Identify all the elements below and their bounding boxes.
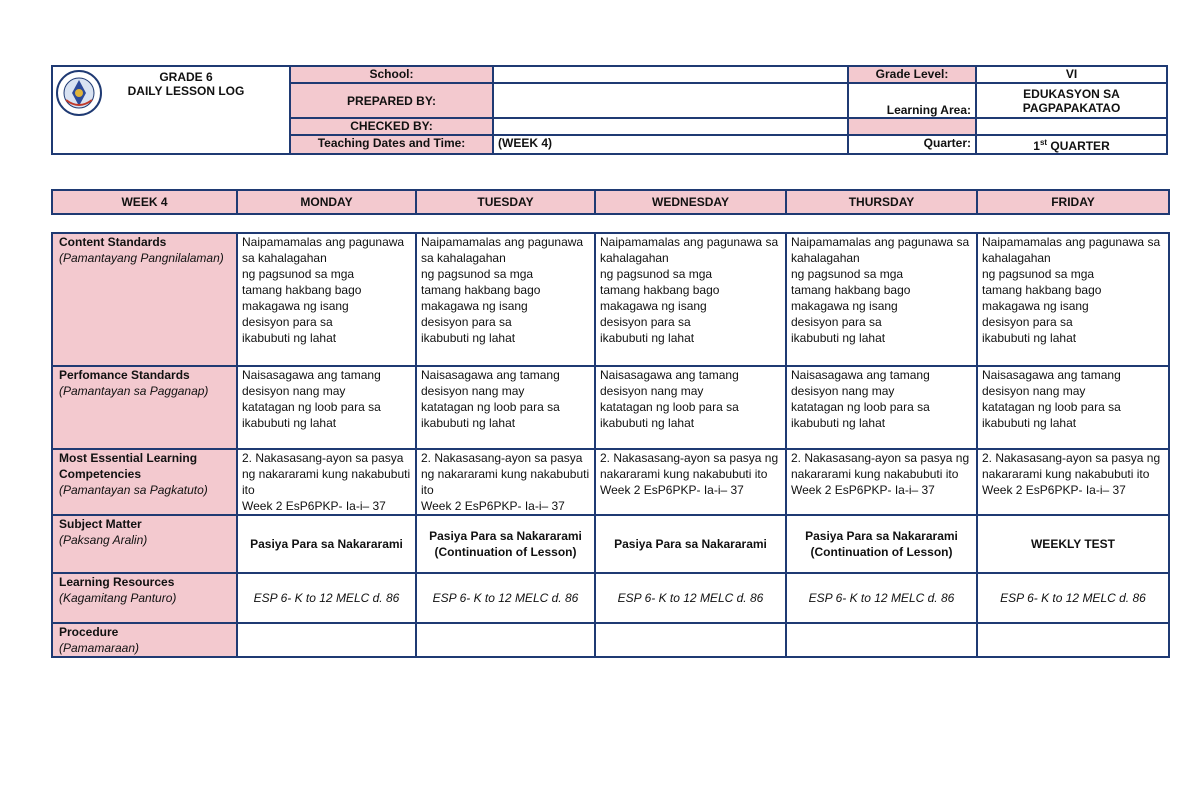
row-title: Subject Matter <box>59 517 142 531</box>
prepared-by-field[interactable] <box>493 83 848 118</box>
performance-tuesday[interactable]: Naisasagawa ang tamang desisyon nang may katatagan ng loob para sa ikabubuti ng lahat <box>416 366 595 449</box>
content-friday[interactable]: Naipamamalas ang pagunawa sa kahalagahan ng pagsunod sa mga tamang hakbang bago makagawa ng isang desisyon para sa ikabubuti ng lahat <box>977 233 1169 366</box>
resources-thursday[interactable]: ESP 6- K to 12 MELC d. 86 <box>786 573 977 623</box>
quarter-label: Quarter: <box>848 135 976 154</box>
row-subtitle: (Pamantayan sa Pagkatuto) <box>59 483 208 497</box>
melc-wednesday[interactable]: 2. Nakasasang-ayon sa pasya ng nakararami kung nakabubuti ito Week 2 EsP6PKP- Ia-i– 37 <box>595 449 786 515</box>
week-label: WEEK 4 <box>52 190 237 214</box>
table-row <box>52 515 1169 573</box>
performance-friday[interactable]: Naisasagawa ang tamang desisyon nang may katatagan ng loob para sa ikabubuti ng lahat <box>977 366 1169 449</box>
title-cell <box>52 66 290 154</box>
table-row <box>52 449 1169 515</box>
content-tuesday[interactable]: Naipamamalas ang pagunawa sa kahalagahan ng pagsunod sa mga tamang hakbang bago makagawa ng isang desisyon para sa ikabubuti ng lahat <box>416 233 595 366</box>
row-title: Procedure <box>59 625 119 639</box>
content-thursday[interactable]: Naipamamalas ang pagunawa sa kahalagahan ng pagsunod sa mga tamang hakbang bago makagawa ng isang desisyon para sa ikabubuti ng lahat <box>786 233 977 366</box>
performance-wednesday[interactable]: Naisasagawa ang tamang desisyon nang may katatagan ng loob para sa ikabubuti ng lahat <box>595 366 786 449</box>
row-label <box>52 573 237 623</box>
row-subtitle: (Pamantayan sa Pagganap) <box>59 384 209 398</box>
learning-area-label: Learning Area: <box>848 83 976 118</box>
row-subtitle: (Paksang Aralin) <box>59 533 148 547</box>
row-label <box>52 515 237 573</box>
row-subtitle: (Pamamaraan) <box>59 641 140 655</box>
table-row <box>52 233 1169 366</box>
quarter-text: QUARTER <box>1047 139 1110 153</box>
lesson-table <box>51 232 1170 658</box>
day-tuesday: TUESDAY <box>416 190 595 214</box>
melc-monday[interactable]: 2. Nakasasang-ayon sa pasya ng nakararami kung nakabubuti ito Week 2 EsP6PKP- Ia-i– 37 <box>237 449 416 515</box>
day-friday: FRIDAY <box>977 190 1169 214</box>
procedure-thursday[interactable] <box>786 623 977 657</box>
learning-area-value[interactable]: EDUKASYON SA PAGPAPAKATAO <box>976 83 1167 118</box>
row-label <box>52 623 237 657</box>
resources-tuesday[interactable]: ESP 6- K to 12 MELC d. 86 <box>416 573 595 623</box>
melc-thursday[interactable]: 2. Nakasasang-ayon sa pasya ng nakararami kung nakabubuti ito Week 2 EsP6PKP- Ia-i– 37 <box>786 449 977 515</box>
grade-level-label: Grade Level: <box>848 66 976 83</box>
row-title: Perfomance Standards <box>59 368 190 382</box>
week-header-table <box>51 189 1170 215</box>
procedure-monday[interactable] <box>237 623 416 657</box>
teaching-dates-label: Teaching Dates and Time: <box>290 135 493 154</box>
procedure-friday[interactable] <box>977 623 1169 657</box>
prepared-by-label: PREPARED BY: <box>290 83 493 118</box>
subject-monday[interactable]: Pasiya Para sa Nakararami <box>237 515 416 573</box>
table-row <box>52 366 1169 449</box>
subject-tuesday[interactable]: Pasiya Para sa Nakararami (Continuation of Lesson) <box>416 515 595 573</box>
log-title: DAILY LESSON LOG <box>127 84 245 98</box>
quarter-value[interactable] <box>976 135 1167 154</box>
resources-monday[interactable]: ESP 6- K to 12 MELC d. 86 <box>237 573 416 623</box>
melc-friday[interactable]: 2. Nakasasang-ayon sa pasya ng nakararami kung nakabubuti ito Week 2 EsP6PKP- Ia-i– 37 <box>977 449 1169 515</box>
grade-title: GRADE 6 <box>159 70 213 84</box>
header-table <box>51 65 1168 155</box>
day-thursday: THURSDAY <box>786 190 977 214</box>
grade-level-value[interactable]: VI <box>976 66 1167 83</box>
checked-by-field[interactable] <box>493 118 848 135</box>
school-label: School: <box>290 66 493 83</box>
row-label <box>52 449 237 515</box>
procedure-tuesday[interactable] <box>416 623 595 657</box>
school-field[interactable] <box>493 66 848 83</box>
blank-cell-2 <box>976 118 1167 135</box>
melc-tuesday[interactable]: 2. Nakasasang-ayon sa pasya ng nakararami kung nakabubuti ito Week 2 EsP6PKP- Ia-i– 37 <box>416 449 595 515</box>
table-row <box>52 623 1169 657</box>
day-wednesday: WEDNESDAY <box>595 190 786 214</box>
checked-by-label: CHECKED BY: <box>290 118 493 135</box>
row-title: Content Standards <box>59 235 167 249</box>
performance-monday[interactable]: Naisasagawa ang tamang desisyon nang may katatagan ng loob para sa ikabubuti ng lahat <box>237 366 416 449</box>
row-subtitle: (Pamantayang Pangnilalaman) <box>59 251 224 265</box>
teaching-dates-value[interactable]: (WEEK 4) <box>493 135 848 154</box>
resources-friday[interactable]: ESP 6- K to 12 MELC d. 86 <box>977 573 1169 623</box>
performance-thursday[interactable]: Naisasagawa ang tamang desisyon nang may katatagan ng loob para sa ikabubuti ng lahat <box>786 366 977 449</box>
content-wednesday[interactable]: Naipamamalas ang pagunawa sa kahalagahan ng pagsunod sa mga tamang hakbang bago makagawa ng isang desisyon para sa ikabubuti ng lahat <box>595 233 786 366</box>
row-title: Learning Resources <box>59 575 175 589</box>
deped-seal-logo <box>56 70 102 116</box>
subject-wednesday[interactable]: Pasiya Para sa Nakararami <box>595 515 786 573</box>
row-label <box>52 366 237 449</box>
table-row <box>52 573 1169 623</box>
content-monday[interactable]: Naipamamalas ang pagunawa sa kahalagahan ng pagsunod sa mga tamang hakbang bago makagawa ng isang desisyon para sa ikabubuti ng lahat <box>237 233 416 366</box>
subject-thursday[interactable]: Pasiya Para sa Nakararami (Continuation of Lesson) <box>786 515 977 573</box>
quarter-suffix: st <box>1039 138 1048 147</box>
subject-friday[interactable]: WEEKLY TEST <box>977 515 1169 573</box>
row-title: Most Essential Learning Competencies <box>59 451 198 481</box>
row-subtitle: (Kagamitang Panturo) <box>59 591 177 605</box>
resources-wednesday[interactable]: ESP 6- K to 12 MELC d. 86 <box>595 573 786 623</box>
procedure-wednesday[interactable] <box>595 623 786 657</box>
row-label <box>52 233 237 366</box>
day-monday: MONDAY <box>237 190 416 214</box>
quarter-number: 1 <box>1033 139 1040 153</box>
blank-cell <box>848 118 976 135</box>
